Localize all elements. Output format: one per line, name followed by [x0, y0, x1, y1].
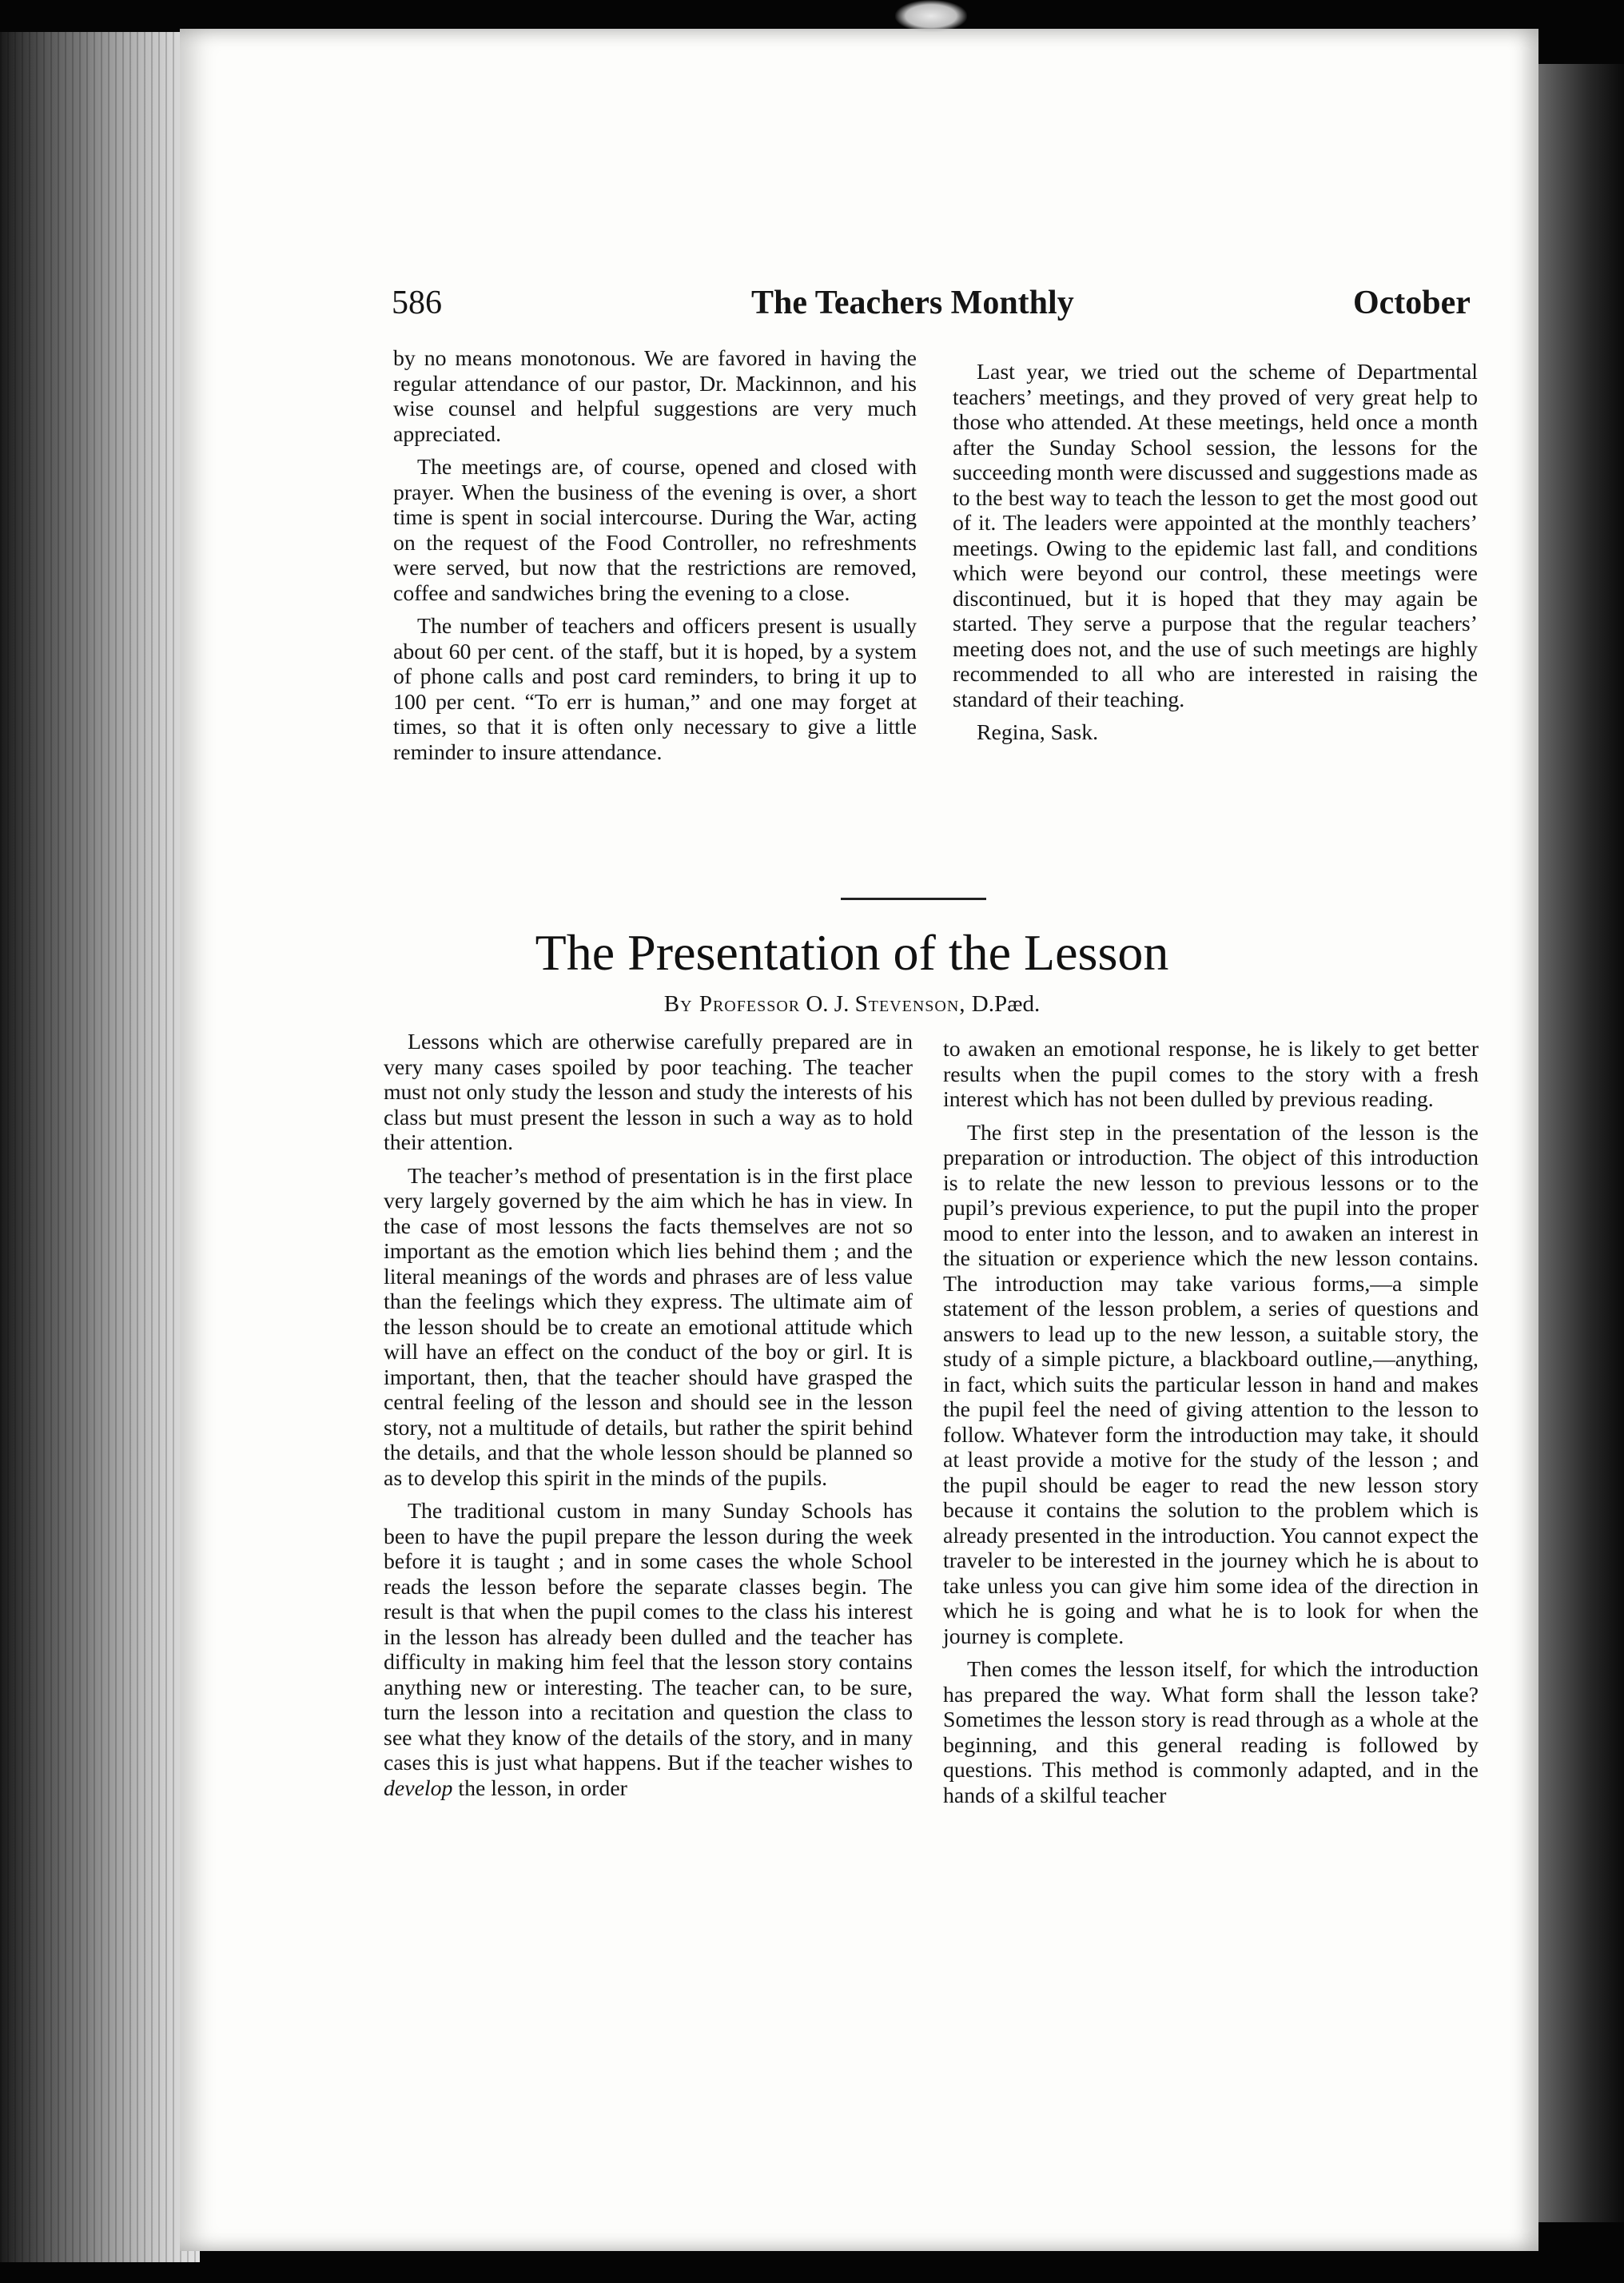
section-divider	[841, 898, 986, 900]
paragraph: to awaken an emotional response, he is likely to get better results when the pupil comes to the story with a fresh interest which has not been dulled by previous reading.	[943, 1037, 1479, 1112]
byline-surname: Stevenson,	[854, 991, 966, 1017]
top-left-column	[393, 346, 917, 773]
paragraph: by no means monotonous. We are favored in having the regular attendance of our pastor, Dr. Mackinnon, and his wise counsel and helpful suggestions are very much appreciated.	[393, 346, 917, 447]
paragraph: The teacher’s method of presentation is in the first place very largely governed by the aim which he has in view. In the case of most lessons the facts themselves are not so important as the emotion which lies behind them ; and the literal meanings of the words and phrases are of less value than the feelings which they express. The ultimate aim of the lesson should be to create an emotional attitude which will have an effect on the conduct of the boy or girl. It is important, then, that the teacher should have grasped the central feeling of the lesson and should see in the lesson story, not a multitude of details, but rather the spirit behind the details, and that the whole lesson should be planned so as to develop this spirit in the minds of the pupils.	[384, 1163, 913, 1491]
paragraph: The meetings are, of course, opened and closed with prayer. When the business of the evening is over, a short time is spent in social intercourse. During the War, acting on the request of the Food Controller, no refreshments were served, but now that the restrictions are removed, coffee and sandwiches bring the evening to a close.	[393, 455, 917, 606]
paragraph-text: the lesson, in order	[458, 1775, 627, 1801]
book-page-stack-lines	[0, 32, 200, 2262]
paragraph: The number of teachers and officers present is usually about 60 per cent. of the staff, but it is hoped, by a system of phone calls and post card reminders, to bring it up to 100 per cent. “To err is human,” and one may forget at times, so that it is often only necessary to give a little reminder to insure attendance.	[393, 614, 917, 765]
byline-degree: D.Pæd.	[971, 991, 1041, 1017]
byline-initials: O. J.	[806, 991, 850, 1017]
paragraph: Last year, we tried out the scheme of Departmental teachers’ meetings, and they proved of very great help to those who attended. At these meetings, held once a month after the Sunday School session, the lessons for the succeeding month were discussed and suggestions made as to the best way to teach the lesson to get the most good out of it. The leaders were appointed at the monthly teachers’ meetings. Owing to the epidemic last fall, and conditions which were beyond our control, these meetings were discontinued, but it is hoped that they may again be started. They serve a purpose that the regular teachers’ meeting does not, and the use of such meetings are highly recommended to all who are interested in raising the standard of their teaching.	[953, 360, 1478, 712]
article-right-column	[943, 1037, 1479, 1816]
paragraph: The first step in the presentation of the lesson is the preparation or introduction. The object of this introduction is to relate the new lesson to previous lessons or to the pupil’s previous experience, to put the pupil into the proper mood to enter into the lesson, and to awaken an interest in the situation or experience which the new lesson contains. The introduction may take various forms,—a simple statement of the lesson problem, a series of questions and answers to lead up to the new lesson, a suitable story, the study of a simple picture, a blackboard outline,—anything, in fact, which suits the particular lesson in hand and makes the pupil feel the need of giving attention to the lesson to follow. Whatever form the introduction may take, it should at least provide a motive for the study of the lesson ; and the pupil should be eager to read the new lesson story because it contains the solution to the problem which is already presented in the introduction. You cannot expect the traveler to be interested in the journey which he is about to take unless you can give him some idea of the direction in which he is going and what he is to look for when the journey is complete.	[943, 1120, 1479, 1649]
paragraph-text: The traditional custom in many Sunday Schools has been to have the pupil prepare the lesson during the week before it is taught ; and in some cases the whole School reads the lesson before the separate classes begin. The result is that when the pupil comes to the class his interest in the lesson has already been dulled and the teacher has difficulty in making him feel that the lesson story contains anything new or interesting. The teacher can, to be sure, turn the lesson into a recitation and question the class to see what they know of the details of the story, and in many cases this is just what happens. But if the teacher wishes to	[384, 1499, 913, 1775]
top-right-column	[953, 360, 1478, 754]
paper-tear-mark	[895, 0, 967, 32]
byline	[0, 991, 1624, 1018]
paragraph: Lessons which are otherwise carefully prepared are in very many cases spoiled by poor teaching. The teacher must not only study the lesson and study the interests of his class but must present the lesson in such a way as to hold their attention.	[384, 1030, 913, 1155]
running-month: October	[1353, 285, 1471, 321]
paragraph	[384, 1499, 913, 1801]
emphasized-word: develop	[384, 1775, 453, 1801]
paragraph: Then comes the lesson itself, for which the introduction has prepared the way. What form shall the lesson take? Sometimes the lesson story is read through as a whole at the beginning, and this general reading is followed by questions. This method is commonly adapted, and in the hands of a skilful teacher	[943, 1657, 1479, 1808]
running-title: The Teachers Monthly	[751, 285, 1074, 321]
article-title: The Presentation of the Lesson	[535, 924, 1169, 981]
article-left-column	[384, 1030, 913, 1809]
page-number: 586	[392, 285, 442, 321]
byline-prefix: By Professor	[663, 991, 801, 1017]
signature-line: Regina, Sask.	[977, 720, 1099, 745]
